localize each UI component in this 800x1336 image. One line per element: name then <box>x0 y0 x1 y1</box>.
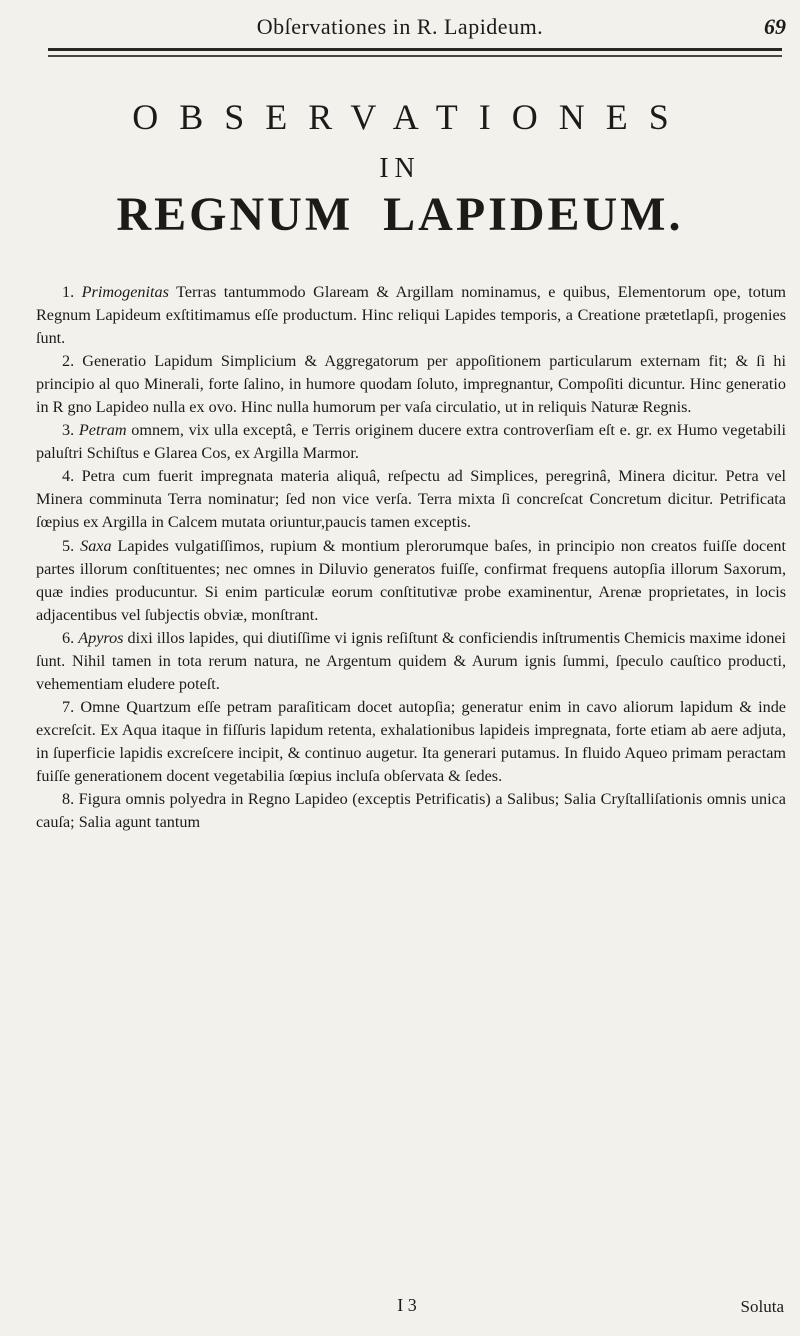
paragraph-text: Lapides vulgatiſſimos, rupium & montium plerorumque baſes, in principio non creatos fuiſſe docent partes illorum conſtituentes; nec omnes in Diluvio generatos fuiſſe, confirmat frequens autopſia illorum Saxorum, quæ indies producuntur. Si enim particulæ eorum conſtitutivæ probe examinentur, Arenæ proprietates, in locis adjacentibus vel ſubjectis obviæ, monſtrant. <box>36 536 787 624</box>
paragraph-number: 7. <box>62 697 75 716</box>
paragraph-text: omnem, vix ulla exceptâ, e Terris originem ducere extra controverſiam eſt e. gr. ex Humo vegetabili paluſtri Schiſtus e Glarea Cos, ex Argilla Marmor. <box>36 421 786 463</box>
body-text <box>36 281 786 834</box>
paragraph-number: 3. <box>62 421 75 440</box>
paragraph-text: Generatio Lapidum Simplicium & Aggregatorum per appoſitionem particularum externam fit; & ſi hi principio al quo Minerali, forte ſalino, in humore quodam ſoluto, impregnantur, Compoſiti dicuntur. Hinc generatio in R gno Lapideo nulla ex ovo. Hinc nulla humorum per vaſa circulatio, ut in reliquis Naturæ Regnis. <box>36 352 786 417</box>
title-observationes: OBSERVATIONES <box>132 97 690 137</box>
paragraph-lead: Petram <box>78 421 127 440</box>
paragraph <box>36 627 786 696</box>
header-rule <box>48 48 782 51</box>
paragraph-number: 4. <box>62 467 75 486</box>
paragraph-lead: Apyros <box>78 628 124 647</box>
paragraph-number: 6. <box>62 628 75 647</box>
paragraph <box>36 788 786 834</box>
paragraph <box>36 535 786 627</box>
title-regnum: REGNUM <box>116 188 354 241</box>
running-head-title: Obſervationes in R. Lapideum. <box>256 14 544 39</box>
paragraph-text: dixi illos lapides, qui diutiſſime vi ignis reſiſtunt & conficiendis inſtrumentis Chemicis maxime idonei ſunt. Nihil tamen in tota rerum natura, ne Argentum quidem & Aurum ignis ſummi, ſpeculo cauſtico producti, vehementiam eludere poteſt. <box>36 628 787 693</box>
paragraph-number: 5. <box>62 536 75 555</box>
title-lapideum: LAPIDEUM. <box>383 188 684 241</box>
paragraph-lead: Saxa <box>80 536 112 555</box>
paragraph-number: 2. <box>62 352 75 371</box>
paragraph <box>36 465 786 534</box>
paragraph-text: Petra cum fuerit impregnata materia aliquâ, reſpectu ad Simplices, peregrinâ, Minera dicitur. Petra vel Minera comminuta Terra nominatur; ſed non vice verſa. Terra mixta ſi concreſcat Concretum dicitur. Petrificata ſœpius ex Argilla in Calcem mutata oriuntur,paucis tamen exceptis. <box>36 467 786 532</box>
header-rule-thin <box>48 55 782 57</box>
paragraph <box>36 696 786 788</box>
title-regnum-lapideum <box>0 187 800 242</box>
paragraph-number: 8. <box>62 790 75 809</box>
paragraph <box>36 281 786 350</box>
paragraph-text: Figura omnis polyedra in Regno Lapideo (exceptis Petrificatis) a Salibus; Salia Cryſtalliſationis omnis unica cauſa; Salia agunt tantum <box>36 790 786 832</box>
page-number: 69 <box>764 14 786 39</box>
catchword: Soluta <box>740 1297 784 1316</box>
signature-mark: I 3 <box>397 1295 417 1315</box>
paragraph-text: Terras tantummodo Glaream & Argillam nominamus, e quibus, Elementorum ope, totum Regnum Lapideum exſtitimamus eſſe productum. Hinc reliqui Lapides temporis, a Creatione prætetlapſi, progenies ſunt. <box>36 283 787 348</box>
paragraph <box>36 419 786 465</box>
paragraph-text: Omne Quartzum eſſe petram paraſiticam docet autopſia; generatur enim in cavo aliorum lapidum & inde excreſcit. Ex Aqua itaque in fiſſuris lapidum retenta, exhalationibus lapideis impregnata, forte etiam ab aere adjuta, in ſuperficie lapidis excreſcere incipit, & continuo augetur. Ita generari putamus. In fluido Aqueo primam peractam fuiſſe generationem docent vegetabilia ſœpius incluſa obſervata & ſedes. <box>36 697 786 785</box>
paragraph <box>36 350 786 419</box>
title-in: IN <box>379 153 421 184</box>
running-head <box>0 14 800 50</box>
paragraph-number: 1. <box>62 283 75 301</box>
paragraph-lead: Primogenitas <box>81 283 169 301</box>
